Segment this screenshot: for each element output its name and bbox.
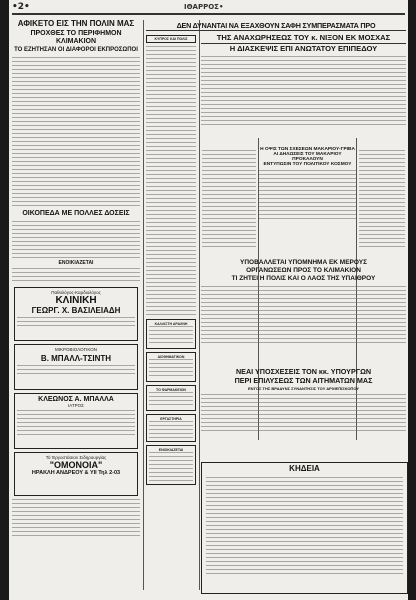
clinic-title: ΚΛΙΝΙΚΗ [55,294,97,306]
mid-headline-line1: Η ΟΨΙΣ ΤΩΝ ΣΧΕΣΕΩΝ ΜΑΚΑΡΙΟΥ-ΓΡΙΒΑ [260,147,355,152]
funeral-title: ΚΗΔΕΙΑ [289,464,320,473]
notice-box-5 [146,445,196,485]
top-banner [146,22,406,31]
lower-story [201,368,406,434]
col1-article-body-3 [12,268,140,284]
col2-text-1 [146,46,196,316]
text-lines [17,410,135,436]
text-lines [12,268,140,284]
text-lines [146,46,196,316]
main-headline-line1: ΤΗΣ ΑΝΑΧΩΡΗΣΕΩΣ ΤΟΥ κ. ΝΙΞΟΝ ΕΚ ΜΟΣΧΑΣ [201,34,406,44]
doctor-advert [14,393,138,449]
mid-story [259,147,356,220]
mid-headline-line3: ΕΝΤΥΠΩΣΙΝ ΤΟΥ ΠΟΛΙΤΙΚΟΥ ΚΟΣΜΟΥ [263,162,352,168]
col1-subhead: ΟΙΚΟΠΕΔΑ ΜΕ ΠΟΛΛΕΣ ΔΟΣΕΙΣ [22,210,130,218]
text-lines [17,365,135,377]
text-lines [12,499,140,539]
mid-headline-line2: ΑΙ ΔΗΛΩΣΕΙΣ ΤΟΥ ΜΑΚΑΡΙΟΥ ΠΡΟΚΑΛΟΥΝ [273,152,342,163]
notice-title-4: ΕΡΓΑΣΤΗΡΙΑ [160,417,182,421]
text-lines [149,452,193,482]
top-banner-headline: ΔΕΝ ΔΥΝΑΝΤΑΙ ΝΑ ΕΞΑΧΘΟΥΝ ΣΑΦΗ ΣΥΜΠΕΡΑΣΜΑΤΑ ΠΡΟ [176,21,376,30]
col1-bottom-text [12,499,140,539]
masthead: ΙΘΑΡΡΟΣ• [184,3,224,11]
col1-headline-line2: ΠΡΟΧΘΕΣ ΤΟ ΠΕΡΙΦΗΜΟΝ ΚΛΙΜΑΚΙΟΝ [30,30,122,45]
big-article-body [201,286,406,346]
text-lines [12,57,140,207]
text-lines [201,286,406,346]
lower-headline-line2: ΠΕΡΙ ΕΠΙΛΥΣΕΩΣ ΤΩΝ ΑΙΤΗΜΑΤΩΝ ΜΑΣ [234,375,373,385]
mid-article-body [259,170,356,220]
text-lines [201,56,406,126]
column-left [12,20,140,596]
text-lines [259,170,356,220]
text-lines [202,150,256,250]
lower-headline-line1: ΝΕΑΙ ΥΠΟΣΧΕΣΕΙΣ ΤΟΝ κκ. ΥΠΟΥΡΓΩΝ [235,367,372,376]
col1-subhead-2: ΕΝΟΙΚΙΑΖΕΤΑΙ [58,259,94,266]
text-lines [149,326,193,346]
col2-label-box [146,35,196,43]
funeral-text [206,477,403,577]
notice-title-5: ΕΝΟΙΚΙΑΖΕΤΑΙ [158,448,184,452]
lab-name: Β. ΜΠΑΛΛ-ΤΣΙΝΤΗ [40,353,112,363]
big-story [201,260,406,346]
main-article-body [201,56,406,126]
col2-label: ΚΥΠΡΟΣ ΚΑΙ ΠΟΛΙΣ [154,37,188,41]
text-lines [359,150,405,250]
notice-box-2 [146,352,196,382]
foundry-name: "ΟΜΟΝΟΙΑ" [49,459,103,470]
text-lines [149,421,193,439]
doctor-name: ΚΛΕΩΝΟΣ Α. ΜΠΑΛΛΑ [38,395,114,403]
notice-title-3: ΤΟ ΦΑΡΜΑΚΕΙΟΝ [156,388,186,392]
col1-article-body [12,57,140,207]
side-text-a [202,150,256,250]
foundry-caption: Τό Έργοστάσιον Σιδηρουργίας [45,454,107,460]
foundry-advert [14,452,138,496]
clinic-caption: Παθολόγος-Καρδιολόγος [51,289,101,295]
notice-title-1: ΚΑΛΛΙΣΤΗ ΑΡΑΧΝΗ [154,322,188,326]
big-headline-line2: ΟΡΓΑΝΩΣΕΩΝ ΠΡΟΣ ΤΟ ΚΛΙΜΑΚΙΟΝ [246,266,361,274]
doctor-role: ΙΑΤΡΟΣ [68,402,84,408]
side-text-b [359,150,405,250]
lower-subhead: ΕΝΤΟΣ ΤΗΣ ΒΡΑΔΥΝΣ ΣΥΝΑΝΤΗΣΙΣ ΤΟΥ ΑΡΧΙΕΠΙΣΚΟΠΟΥ [248,386,359,392]
clinic-advert [14,287,138,341]
clinic-name: ΓΕΩΡΓ. Χ. ΒΑΣΙΛΕΙΑΔΗ [31,305,121,315]
header-rule [12,13,405,15]
text-lines [12,221,140,259]
big-headline-line3: ΤΙ ΖΗΤΕΙ Η ΠΟΛΙΣ ΚΑΙ Ο ΛΑΟΣ ΤΗΣ ΥΠΑΙΘΡΟΥ [231,274,376,282]
text-lines [17,317,135,329]
newspaper-page [9,0,408,600]
main-headline-line2: Η ΔΙΑΣΚΕΨΙΣ ΕΠΙ ΑΝΩΤΑΤΟΥ ΕΠΙΠΕΔΟΥ [229,43,378,53]
notice-box-1 [146,319,196,349]
text-lines [201,394,406,434]
text-lines [206,477,403,577]
foundry-address: ΗΡΑΚΛΗ ΑΝΔΡΕΟΥ & ΥΙΙ Τηλ 2-03 [31,469,121,476]
funeral-notice [201,462,408,594]
col1-headline-line1: ΑΦΙΚΕΤΟ ΕΙΣ ΤΗΝ ΠΟΛΙΝ ΜΑΣ [17,20,135,28]
lab-caption: ΜΙΚΡΟΒΙΟΛΟΓΙΚΟΝ [55,346,97,352]
col1-article-body-2 [12,221,140,259]
lab-advert [14,344,138,390]
text-lines [149,392,193,408]
big-headline-line1: ΥΠΟΒΑΛΛΕΤΑΙ ΥΠΟΜΝΗΜΑ ΕΚ ΜΕΡΟΥΣ [240,259,367,266]
column-middle [146,34,196,596]
notice-title-2: ΑΙΣΘΗΜΑΤΙΚΟΝ [157,355,185,359]
col1-headline-line3: ΤΟ ΕΖΗΤΗΣΑΝ ΟΙ ΔΙΑΦΟΡΟΙ ΕΚΠΡΟΣΩΠΟΙ [14,47,138,54]
notice-box-4 [146,414,196,442]
column-divider [199,20,200,590]
main-story [201,34,406,126]
text-lines [149,359,193,379]
notice-box-3 [146,385,196,411]
column-divider [143,20,144,590]
page-number: •2• [12,2,30,12]
lower-article-body [201,394,406,434]
